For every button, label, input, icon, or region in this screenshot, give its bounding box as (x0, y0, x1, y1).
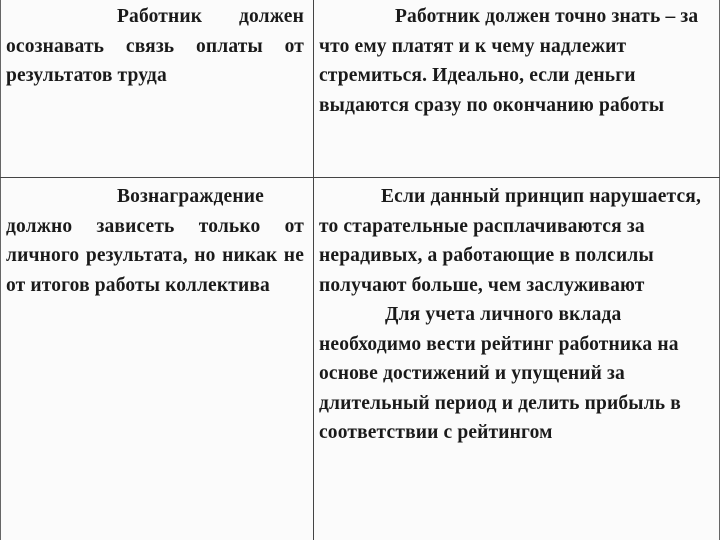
table-cell-row2-right (319, 182, 711, 448)
table-column-divider (313, 0, 314, 540)
table-cell-row1-right (319, 2, 711, 120)
table-cell-row2-left (6, 182, 304, 300)
cell-text: Работник должен точно знать – за что ему платят и к чему надлежит стремиться. Идеально, если деньги выдаются сразу по окончанию работы (319, 6, 699, 116)
cell-text: Вознаграждение должно зависеть только от личного результата, но никак не от итогов работы коллектива (6, 186, 304, 296)
cell-text-extra: Для учета личного вклада необходимо вести рейтинг работника на основе достижений и упущений за длительный период и делить прибыль в соответствии с рейтингом (319, 304, 681, 443)
table-border-left (0, 0, 1, 540)
table-row-divider (0, 177, 720, 178)
cell-text: Работник должен осознавать связь оплаты от результатов труда (6, 6, 304, 86)
cell-text: Если данный принцип нарушается, то старательные расплачиваются за нерадивых, а работающие в полсилы получают больше, чем заслуживают (319, 186, 702, 296)
table-cell-row1-left (6, 2, 304, 91)
